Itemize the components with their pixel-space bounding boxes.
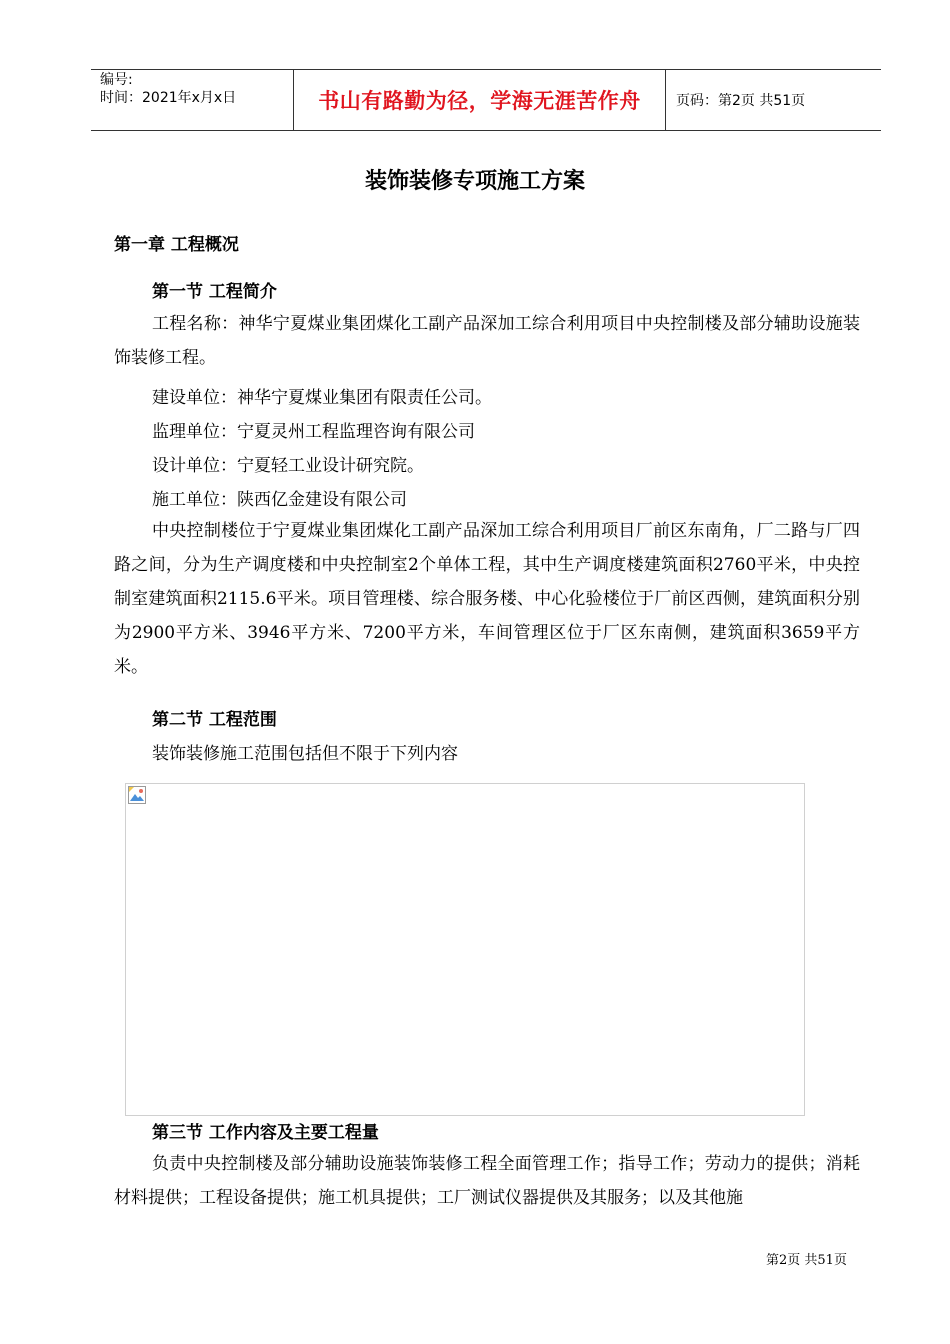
section-heading-3: 第三节 工作内容及主要工程量	[152, 1123, 379, 1143]
section-heading-2: 第二节 工程范围	[152, 710, 277, 730]
project-name-paragraph: 工程名称：神华宁夏煤业集团煤化工副产品深加工综合利用项目中央控制楼及部分辅助设施装饰装修工程。	[114, 314, 860, 368]
work-content-paragraph: 负责中央控制楼及部分辅助设施装饰装修工程全面管理工作；指导工作；劳动力的提供；消耗材料提供；工程设备提供；施工机具提供；工厂测试仪器提供及其服务；以及其他施	[114, 1154, 860, 1208]
section-heading-1: 第一节 工程简介	[152, 282, 277, 302]
owner-line: 建设单位：神华宁夏煤业集团有限责任公司。	[152, 388, 492, 408]
page-footer: 第2页 共51页	[766, 1253, 847, 1268]
contractor-line: 施工单位：陕西亿金建设有限公司	[152, 490, 407, 510]
header-motto-cell	[294, 70, 666, 130]
chapter-heading: 第一章 工程概况	[114, 235, 239, 255]
time-label: 时间：2021年x月x日	[100, 90, 237, 106]
overview-paragraph: 中央控制楼位于宁夏煤业集团煤化工副产品深加工综合利用项目厂前区东南角，厂二路与厂四路之间，分为生产调度楼和中央控制室2个单体工程，其中生产调度楼建筑面积2760平米，中央控制室建筑面积2115.6平米。项目管理楼、综合服务楼、中心化验楼位于厂前区西侧，建筑面积分别为2900平方米、3946平方米、7200平方米，车间管理区位于厂区东南侧，建筑面积3659平方米。	[114, 521, 860, 677]
page-header	[91, 69, 881, 131]
header-meta-cell	[91, 70, 294, 130]
scope-intro-line: 装饰装修施工范围包括但不限于下列内容	[152, 744, 458, 764]
designer-line: 设计单位：宁夏轻工业设计研究院。	[152, 456, 424, 476]
header-page-info: 页码：第2页 共51页	[676, 93, 806, 109]
supervisor-line: 监理单位：宁夏灵州工程监理咨询有限公司	[152, 422, 475, 442]
scope-image-placeholder	[125, 783, 805, 1116]
motto-text: 书山有路勤为径，学海无涯苦作舟	[318, 89, 641, 113]
number-label: 编号:	[100, 72, 133, 88]
document-title: 装饰装修专项施工方案	[364, 169, 585, 194]
broken-image-icon	[128, 786, 146, 804]
